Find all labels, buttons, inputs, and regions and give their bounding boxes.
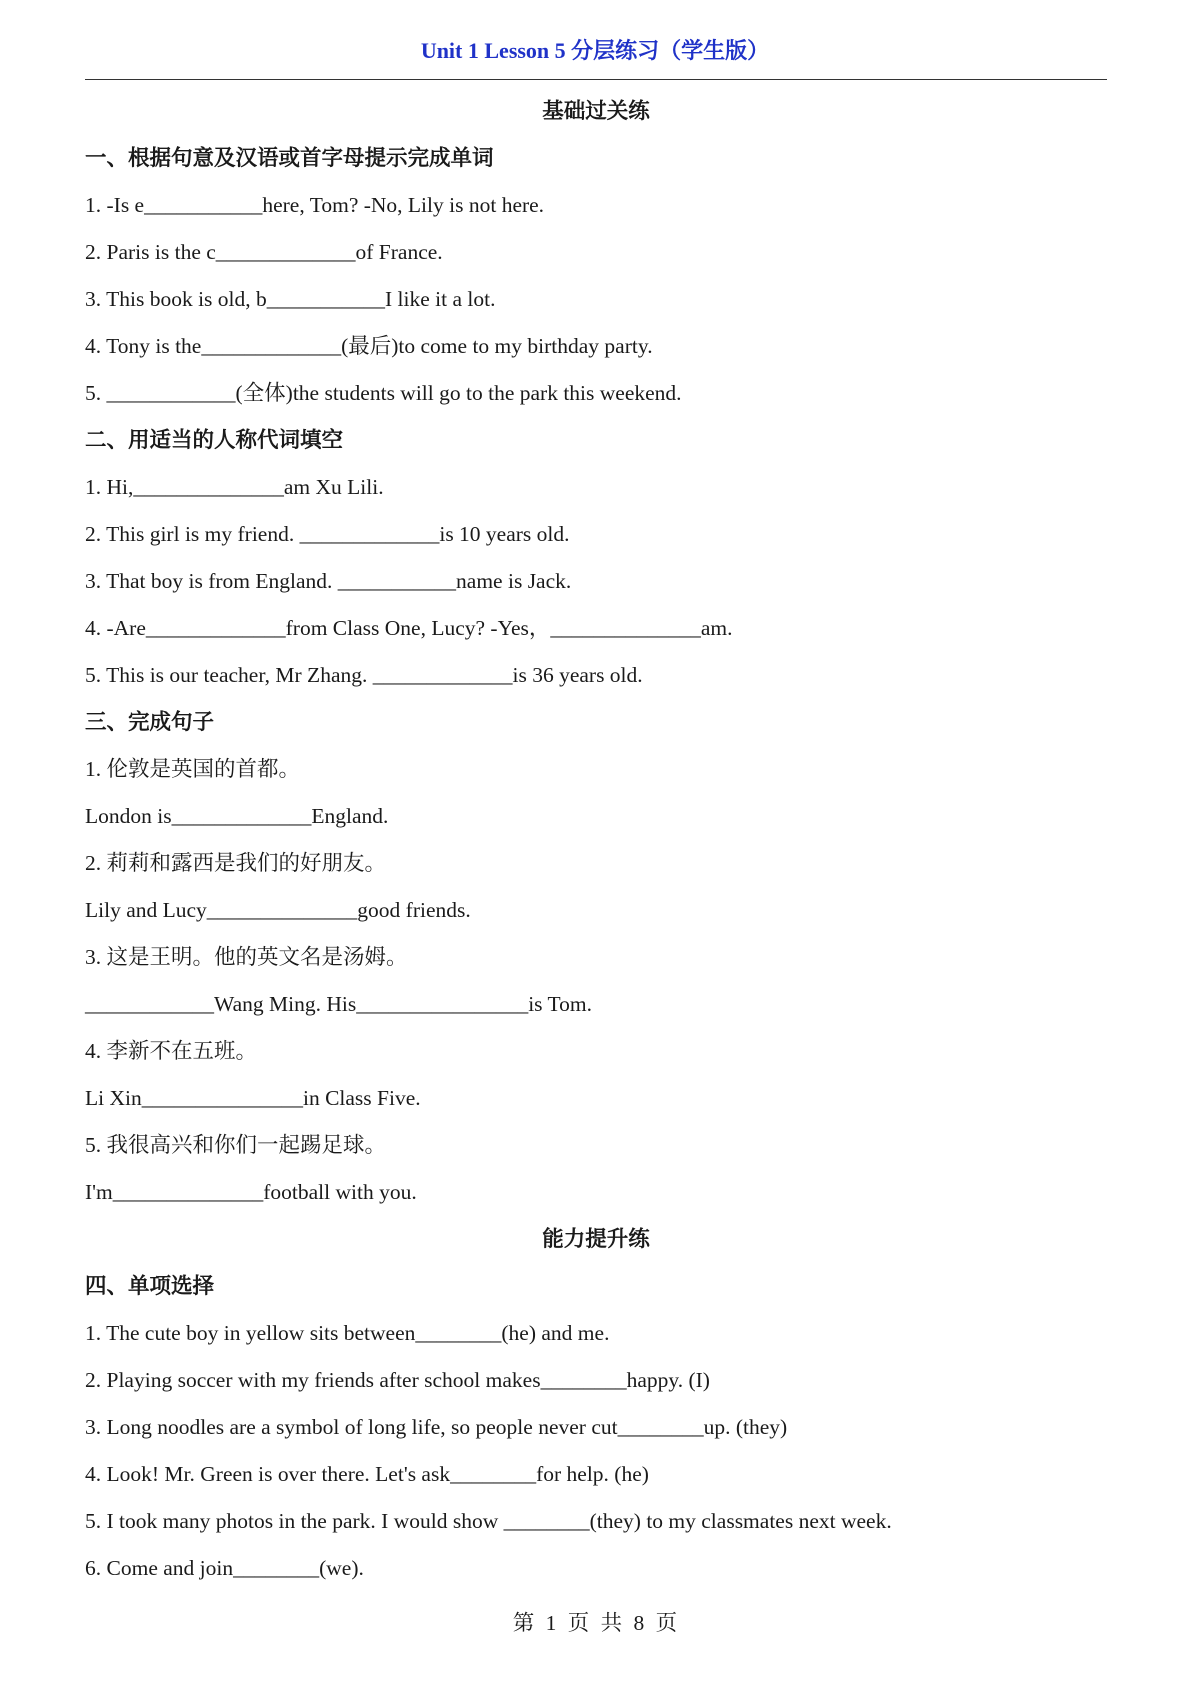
question: 6. Come and join________(we).	[85, 1556, 364, 1580]
part-heading: 一、根据句意及汉语或首字母提示完成单词	[85, 146, 494, 170]
question: 3. This book is old, b___________I like it a lot.	[85, 287, 496, 311]
question: 2. Playing soccer with my friends after school makes________happy. (I)	[85, 1368, 710, 1392]
answer-line: Lily and Lucy______________good friends.	[85, 898, 471, 922]
question: 2. 莉莉和露西是我们的好朋友。	[85, 851, 387, 875]
document-title: Unit 1 Lesson 5 分层练习（学生版）	[420, 38, 770, 63]
section-title: 能力提升练	[542, 1227, 650, 1251]
question: 4. 李新不在五班。	[85, 1039, 258, 1063]
question: 4. Look! Mr. Green is over there. Let's ask________for help. (he)	[85, 1462, 649, 1486]
question: 3. 这是王明。他的英文名是汤姆。	[85, 945, 408, 969]
question: 3. That boy is from England. ___________name is Jack.	[85, 569, 572, 593]
question: 5. 我很高兴和你们一起踢足球。	[85, 1133, 387, 1157]
question: 1. Hi,______________am Xu Lili.	[85, 475, 384, 499]
question: 4. -Are_____________from Class One, Lucy? -Yes，______________am.	[85, 616, 733, 640]
question: 2. This girl is my friend. _____________is 10 years old.	[85, 522, 570, 546]
answer-line: London is_____________England.	[85, 804, 389, 828]
header-divider	[85, 79, 1107, 80]
question: 5. This is our teacher, Mr Zhang. _____________is 36 years old.	[85, 663, 643, 687]
section-title: 基础过关练	[542, 99, 650, 123]
question: 4. Tony is the_____________(最后)to come to my birthday party.	[85, 334, 653, 358]
part-heading: 三、完成句子	[85, 710, 215, 734]
worksheet-body	[85, 88, 1107, 1592]
page-number: 第 1 页 共 8 页	[512, 1611, 678, 1635]
question: 1. -Is e___________here, Tom? -No, Lily is not here.	[85, 193, 545, 217]
question: 1. The cute boy in yellow sits between________(he) and me.	[85, 1321, 610, 1345]
answer-line: I'm______________football with you.	[85, 1180, 417, 1204]
answer-line: ____________Wang Ming. His________________is Tom.	[85, 992, 593, 1016]
part-heading: 四、单项选择	[85, 1274, 215, 1298]
answer-line: Li Xin_______________in Class Five.	[85, 1086, 421, 1110]
question: 5. I took many photos in the park. I would show ________(they) to my classmates next week.	[85, 1509, 892, 1533]
question: 3. Long noodles are a symbol of long life, so people never cut________up. (they)	[85, 1415, 788, 1439]
question: 2. Paris is the c_____________of France.	[85, 240, 443, 264]
part-heading: 二、用适当的人称代词填空	[85, 428, 344, 452]
question: 5. ____________(全体)the students will go to the park this weekend.	[85, 381, 682, 405]
question: 1. 伦敦是英国的首都。	[85, 757, 301, 781]
